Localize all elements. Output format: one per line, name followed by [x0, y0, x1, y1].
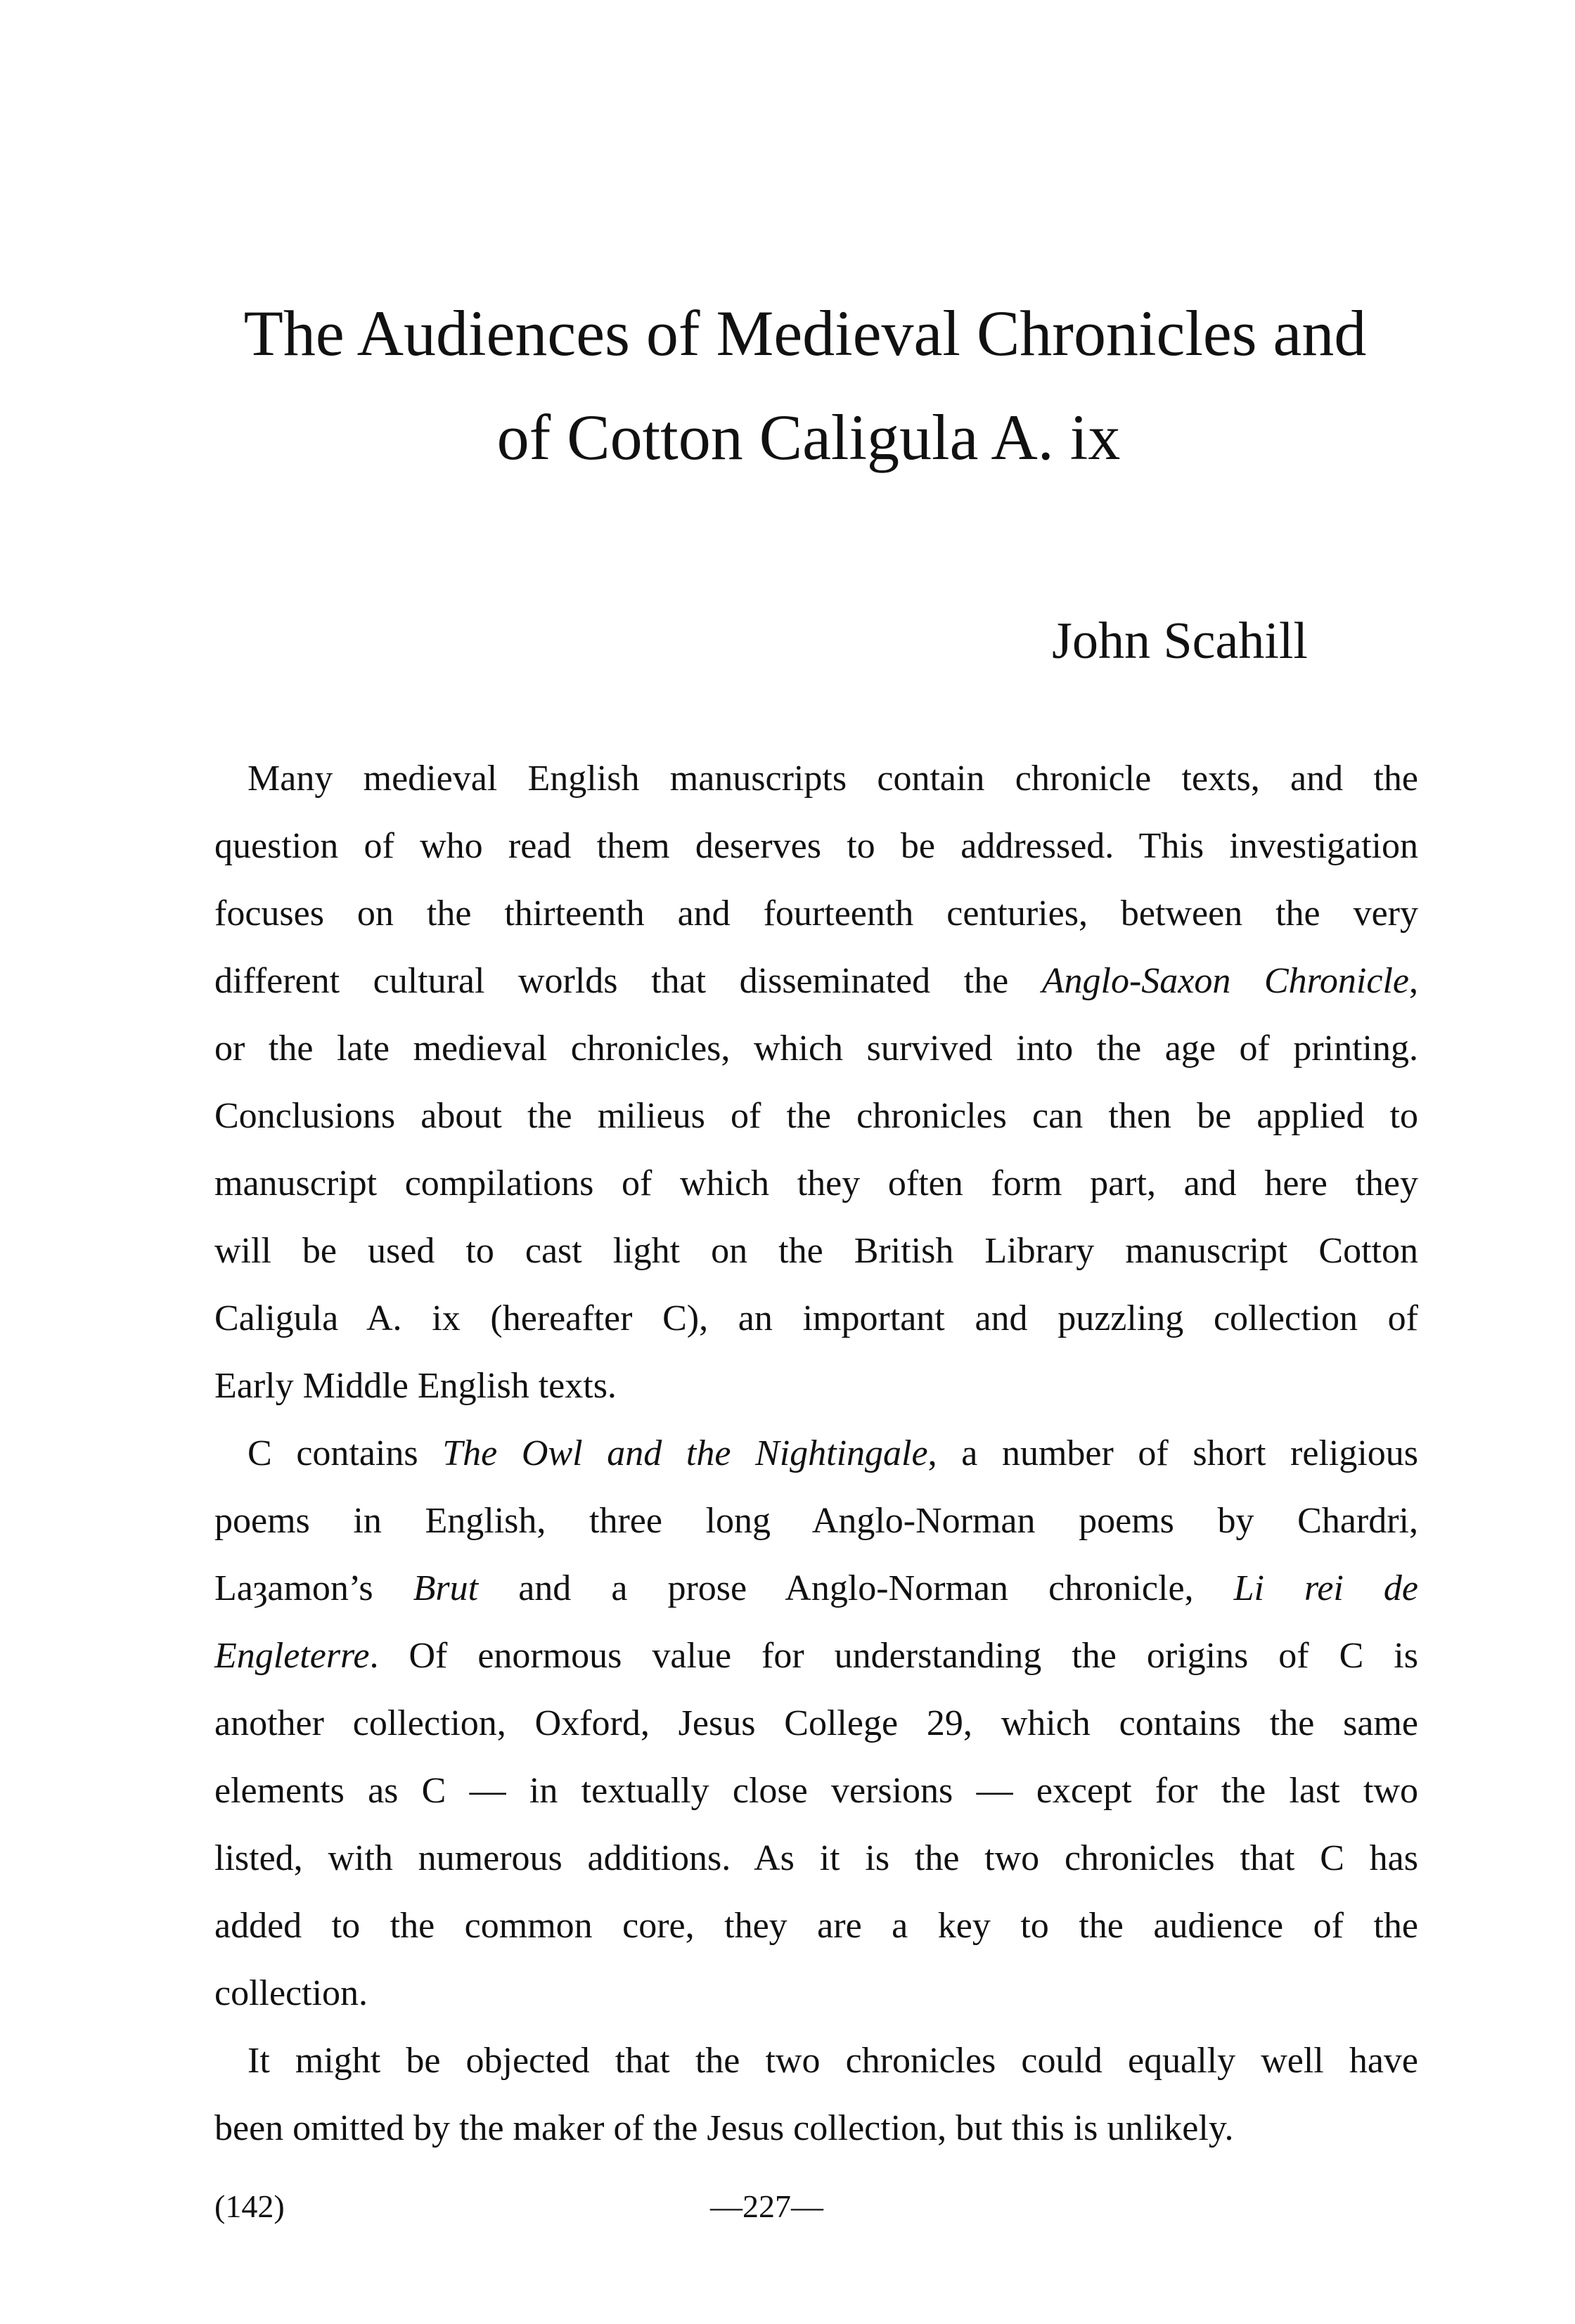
text-segment: different cultural worlds that disseminated the — [214, 961, 1042, 1001]
author-name: John Scahill — [1052, 612, 1308, 670]
text-segment: . Of enormous value for understanding the origins of C is — [369, 1636, 1418, 1676]
text-segment: or the late medieval chronicles, which survived into the age of printing. — [214, 1028, 1418, 1069]
title-line-1: The Audiences of Medieval Chronicles and — [243, 297, 1367, 369]
italic-title: Engleterre — [214, 1636, 370, 1676]
text-segment: Early Middle English texts. — [214, 1366, 617, 1406]
text-segment: Laȝamon’s — [214, 1568, 413, 1608]
text-line — [214, 1420, 1418, 1487]
text-segment: , — [1409, 961, 1418, 1001]
italic-title: Anglo-Saxon Chronicle — [1041, 961, 1409, 1001]
text-segment: collection. — [214, 1973, 368, 2013]
text-line — [214, 1960, 1418, 2027]
text-line — [214, 1825, 1418, 1892]
text-segment: and a prose Anglo-Norman chronicle, — [478, 1568, 1234, 1608]
text-line — [214, 1757, 1418, 1825]
text-line — [214, 1892, 1418, 1960]
text-segment: Many medieval English manuscripts contain chronicle texts, and the — [248, 758, 1418, 799]
article-body — [214, 745, 1418, 2162]
text-segment: manuscript compilations of which they often form part, and here they — [214, 1163, 1418, 1203]
text-line — [214, 745, 1418, 813]
text-segment: Caligula A. ix (hereafter C), an important and puzzling collection of — [214, 1298, 1418, 1338]
text-segment: been omitted by the maker of the Jesus collection, but this is unlikely. — [214, 2108, 1234, 2148]
page-number: —227— — [710, 2188, 823, 2224]
text-line — [214, 1622, 1418, 1690]
text-segment: another collection, Oxford, Jesus College 29, which contains the same — [214, 1703, 1418, 1743]
title-line-2: of Cotton Caligula A. ix — [496, 401, 1121, 473]
paragraph — [214, 745, 1418, 1420]
text-line — [214, 813, 1418, 880]
text-line — [214, 1690, 1418, 1757]
text-segment: will be used to cast light on the British Library manuscript Cotton — [214, 1231, 1418, 1271]
folio-number: (142) — [214, 2188, 285, 2224]
italic-title: Li rei de — [1233, 1568, 1418, 1608]
text-line — [214, 1555, 1418, 1622]
text-segment: elements as C — in textually close versions — except for the last two — [214, 1771, 1418, 1811]
text-segment: added to the common core, they are a key to the audience of the — [214, 1906, 1418, 1946]
article-title — [0, 281, 1575, 489]
paragraph — [214, 2027, 1418, 2162]
text-line — [214, 2027, 1418, 2095]
text-segment: C contains — [248, 1433, 443, 1473]
paragraph — [214, 1420, 1418, 2027]
text-segment: It might be objected that the two chronicles could equally well have — [248, 2041, 1418, 2081]
text-segment: question of who read them deserves to be addressed. This investigation — [214, 826, 1418, 866]
text-segment: poems in English, three long Anglo-Norman poems by Chardri, — [214, 1501, 1418, 1541]
text-line — [214, 1285, 1418, 1353]
text-segment: , a number of short religious — [927, 1433, 1419, 1473]
italic-title: The Owl and the Nightingale — [442, 1433, 928, 1473]
text-segment: listed, with numerous additions. As it is the two chronicles that C has — [214, 1838, 1418, 1878]
text-line — [214, 1353, 1418, 1420]
text-line — [214, 1083, 1418, 1150]
text-line — [214, 1218, 1418, 1285]
text-line — [214, 880, 1418, 948]
text-segment: Conclusions about the milieus of the chronicles can then be applied to — [214, 1096, 1418, 1136]
text-segment: focuses on the thirteenth and fourteenth centuries, between the very — [214, 893, 1418, 934]
text-line — [214, 1015, 1418, 1083]
text-line — [214, 948, 1418, 1015]
text-line — [214, 2095, 1418, 2162]
text-line — [214, 1150, 1418, 1218]
text-line — [214, 1487, 1418, 1555]
italic-title: Brut — [413, 1568, 479, 1608]
